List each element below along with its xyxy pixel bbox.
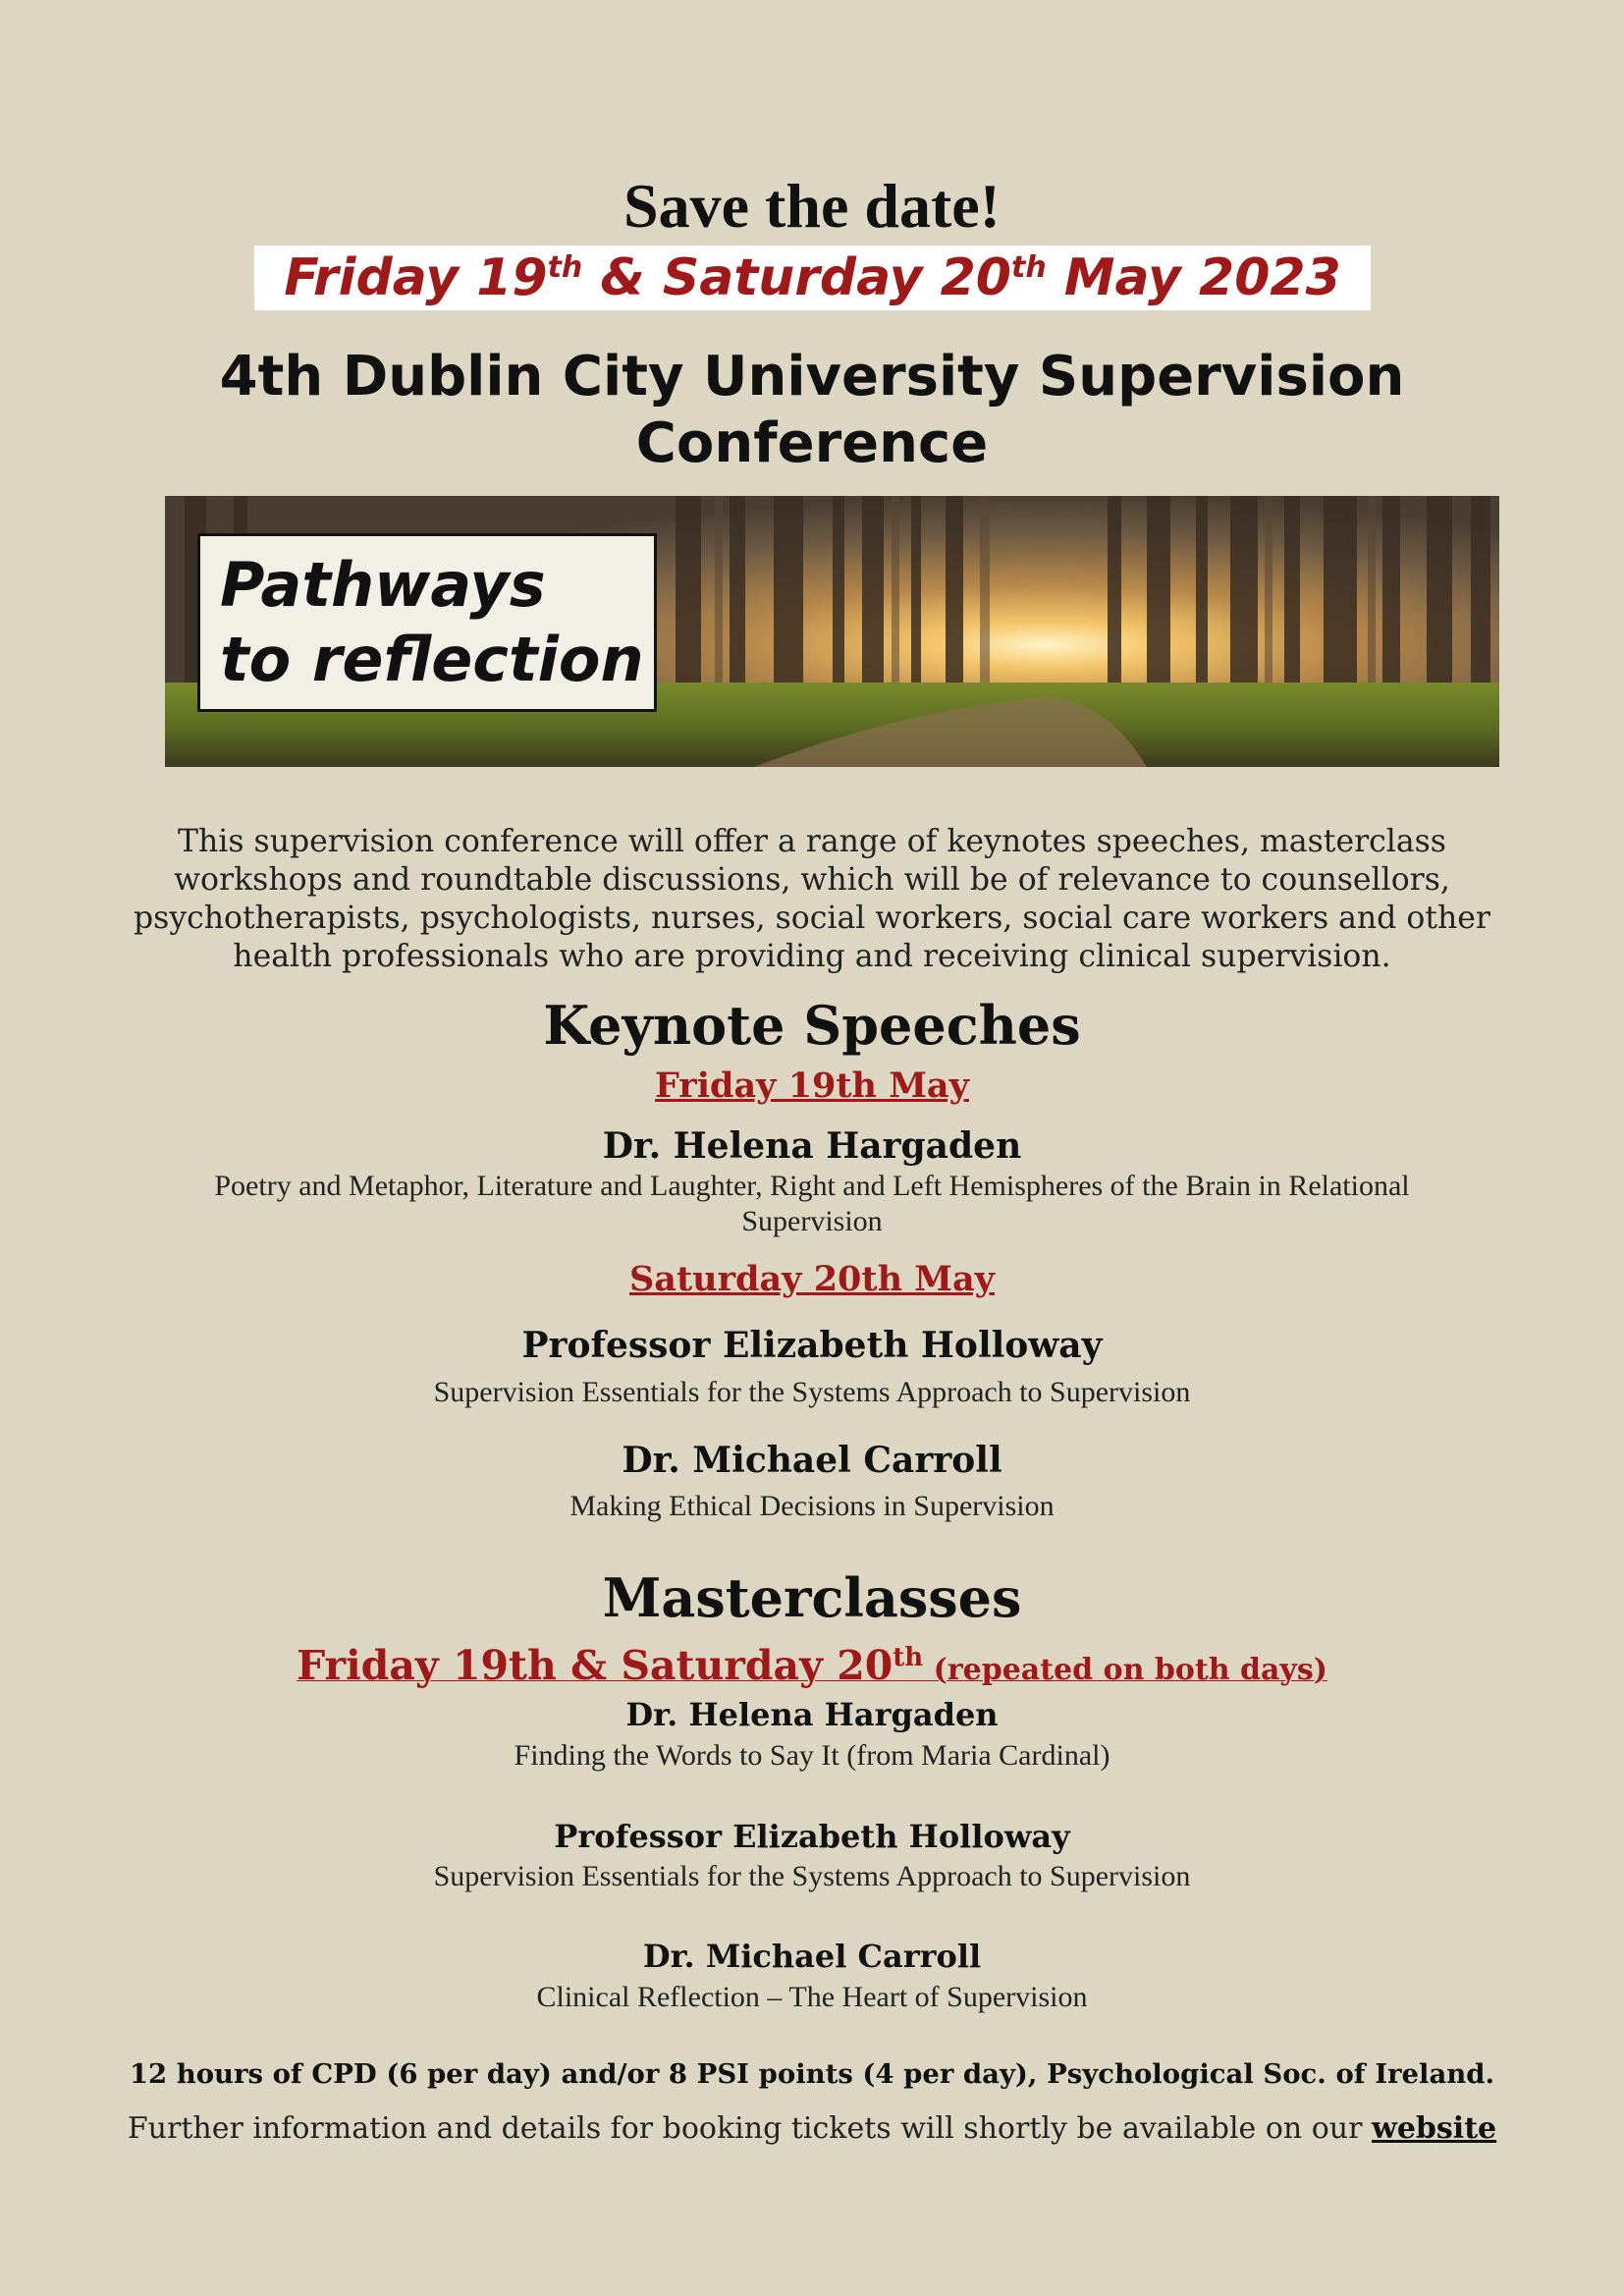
masterclass-speaker-1: Dr. Helena Hargaden — [625, 1696, 999, 1733]
event-date-banner — [254, 246, 1371, 310]
keynote-friday-label: Friday 19th May — [655, 1066, 969, 1106]
masterclass-talk-3: Clinical Reflection – The Heart of Supervision — [536, 1981, 1088, 2013]
date-saturday: & Saturday 20 — [582, 248, 1011, 307]
date-friday: Friday 19 — [284, 248, 548, 307]
pathways-title-line2: to reflection — [220, 624, 644, 695]
conference-title — [0, 344, 1624, 477]
masterclasses-heading: Masterclasses — [602, 1566, 1022, 1629]
keynote-saturday-speaker-1: Professor Elizabeth Holloway — [521, 1325, 1103, 1366]
talk-line: Supervision — [741, 1205, 883, 1237]
masterclass-repeat-note: (repeated on both days) — [923, 1653, 1327, 1687]
masterclasses-day-label — [0, 1640, 1624, 1696]
intro-paragraph — [108, 823, 1516, 976]
masterclass-talk-2: Supervision Essentials for the Systems Approach to Supervision — [433, 1860, 1191, 1892]
date-suffix-1: th — [547, 250, 583, 285]
date-month-year: May 2023 — [1046, 248, 1341, 307]
masterclass-speaker-2: Professor Elizabeth Holloway — [554, 1818, 1070, 1855]
talk-line: Poetry and Metaphor, Literature and Laughter, Right and Left Hemispheres of the Brain in Relational — [214, 1170, 1410, 1202]
keynote-friday-speaker: Dr. Helena Hargaden — [602, 1125, 1022, 1167]
keynote-saturday-talk-1: Supervision Essentials for the Systems Approach to Supervision — [433, 1376, 1191, 1408]
keynote-saturday-speaker-2: Dr. Michael Carroll — [622, 1440, 1002, 1481]
masterclass-days: Friday 19th & Saturday 20 — [297, 1642, 893, 1689]
keynote-heading: Keynote Speeches — [543, 994, 1081, 1057]
keynote-saturday-label: Saturday 20th May — [629, 1259, 995, 1299]
intro-line: workshops and roundtable discussions, which will be of relevance to counsellors, — [174, 862, 1450, 898]
pathways-title-box — [197, 533, 657, 712]
cpd-points-note: 12 hours of CPD (6 per day) and/or 8 PSI points (4 per day), Psychological Soc. of Ireland. — [129, 2058, 1495, 2090]
save-the-date-title: Save the date! — [623, 171, 1001, 241]
intro-line: This supervision conference will offer a range of keynotes speeches, masterclass — [178, 824, 1446, 859]
date-suffix-2: th — [1010, 250, 1047, 285]
conference-title-line1: 4th Dublin City University Supervision — [219, 345, 1405, 409]
conference-title-line2: Conference — [635, 411, 989, 475]
forest-banner-image — [165, 496, 1499, 767]
masterclass-day-suffix: th — [893, 1643, 924, 1672]
masterclass-talk-1: Finding the Words to Say It (from Maria Cardinal) — [514, 1739, 1110, 1772]
intro-line: psychotherapists, psychologists, nurses, social workers, social care workers and other — [134, 901, 1490, 936]
further-info-text: Further information and details for booking tickets will shortly be available on our — [127, 2111, 1373, 2146]
pathways-title-line1: Pathways — [220, 549, 546, 621]
keynote-saturday-talk-2: Making Ethical Decisions in Supervision — [569, 1490, 1055, 1522]
further-info — [0, 2109, 1624, 2149]
masterclass-speaker-3: Dr. Michael Carroll — [642, 1938, 982, 1975]
keynote-friday-talk — [147, 1169, 1477, 1239]
intro-line: health professionals who are providing and receiving clinical supervision. — [233, 939, 1391, 974]
website-link[interactable]: website — [1372, 2111, 1497, 2146]
